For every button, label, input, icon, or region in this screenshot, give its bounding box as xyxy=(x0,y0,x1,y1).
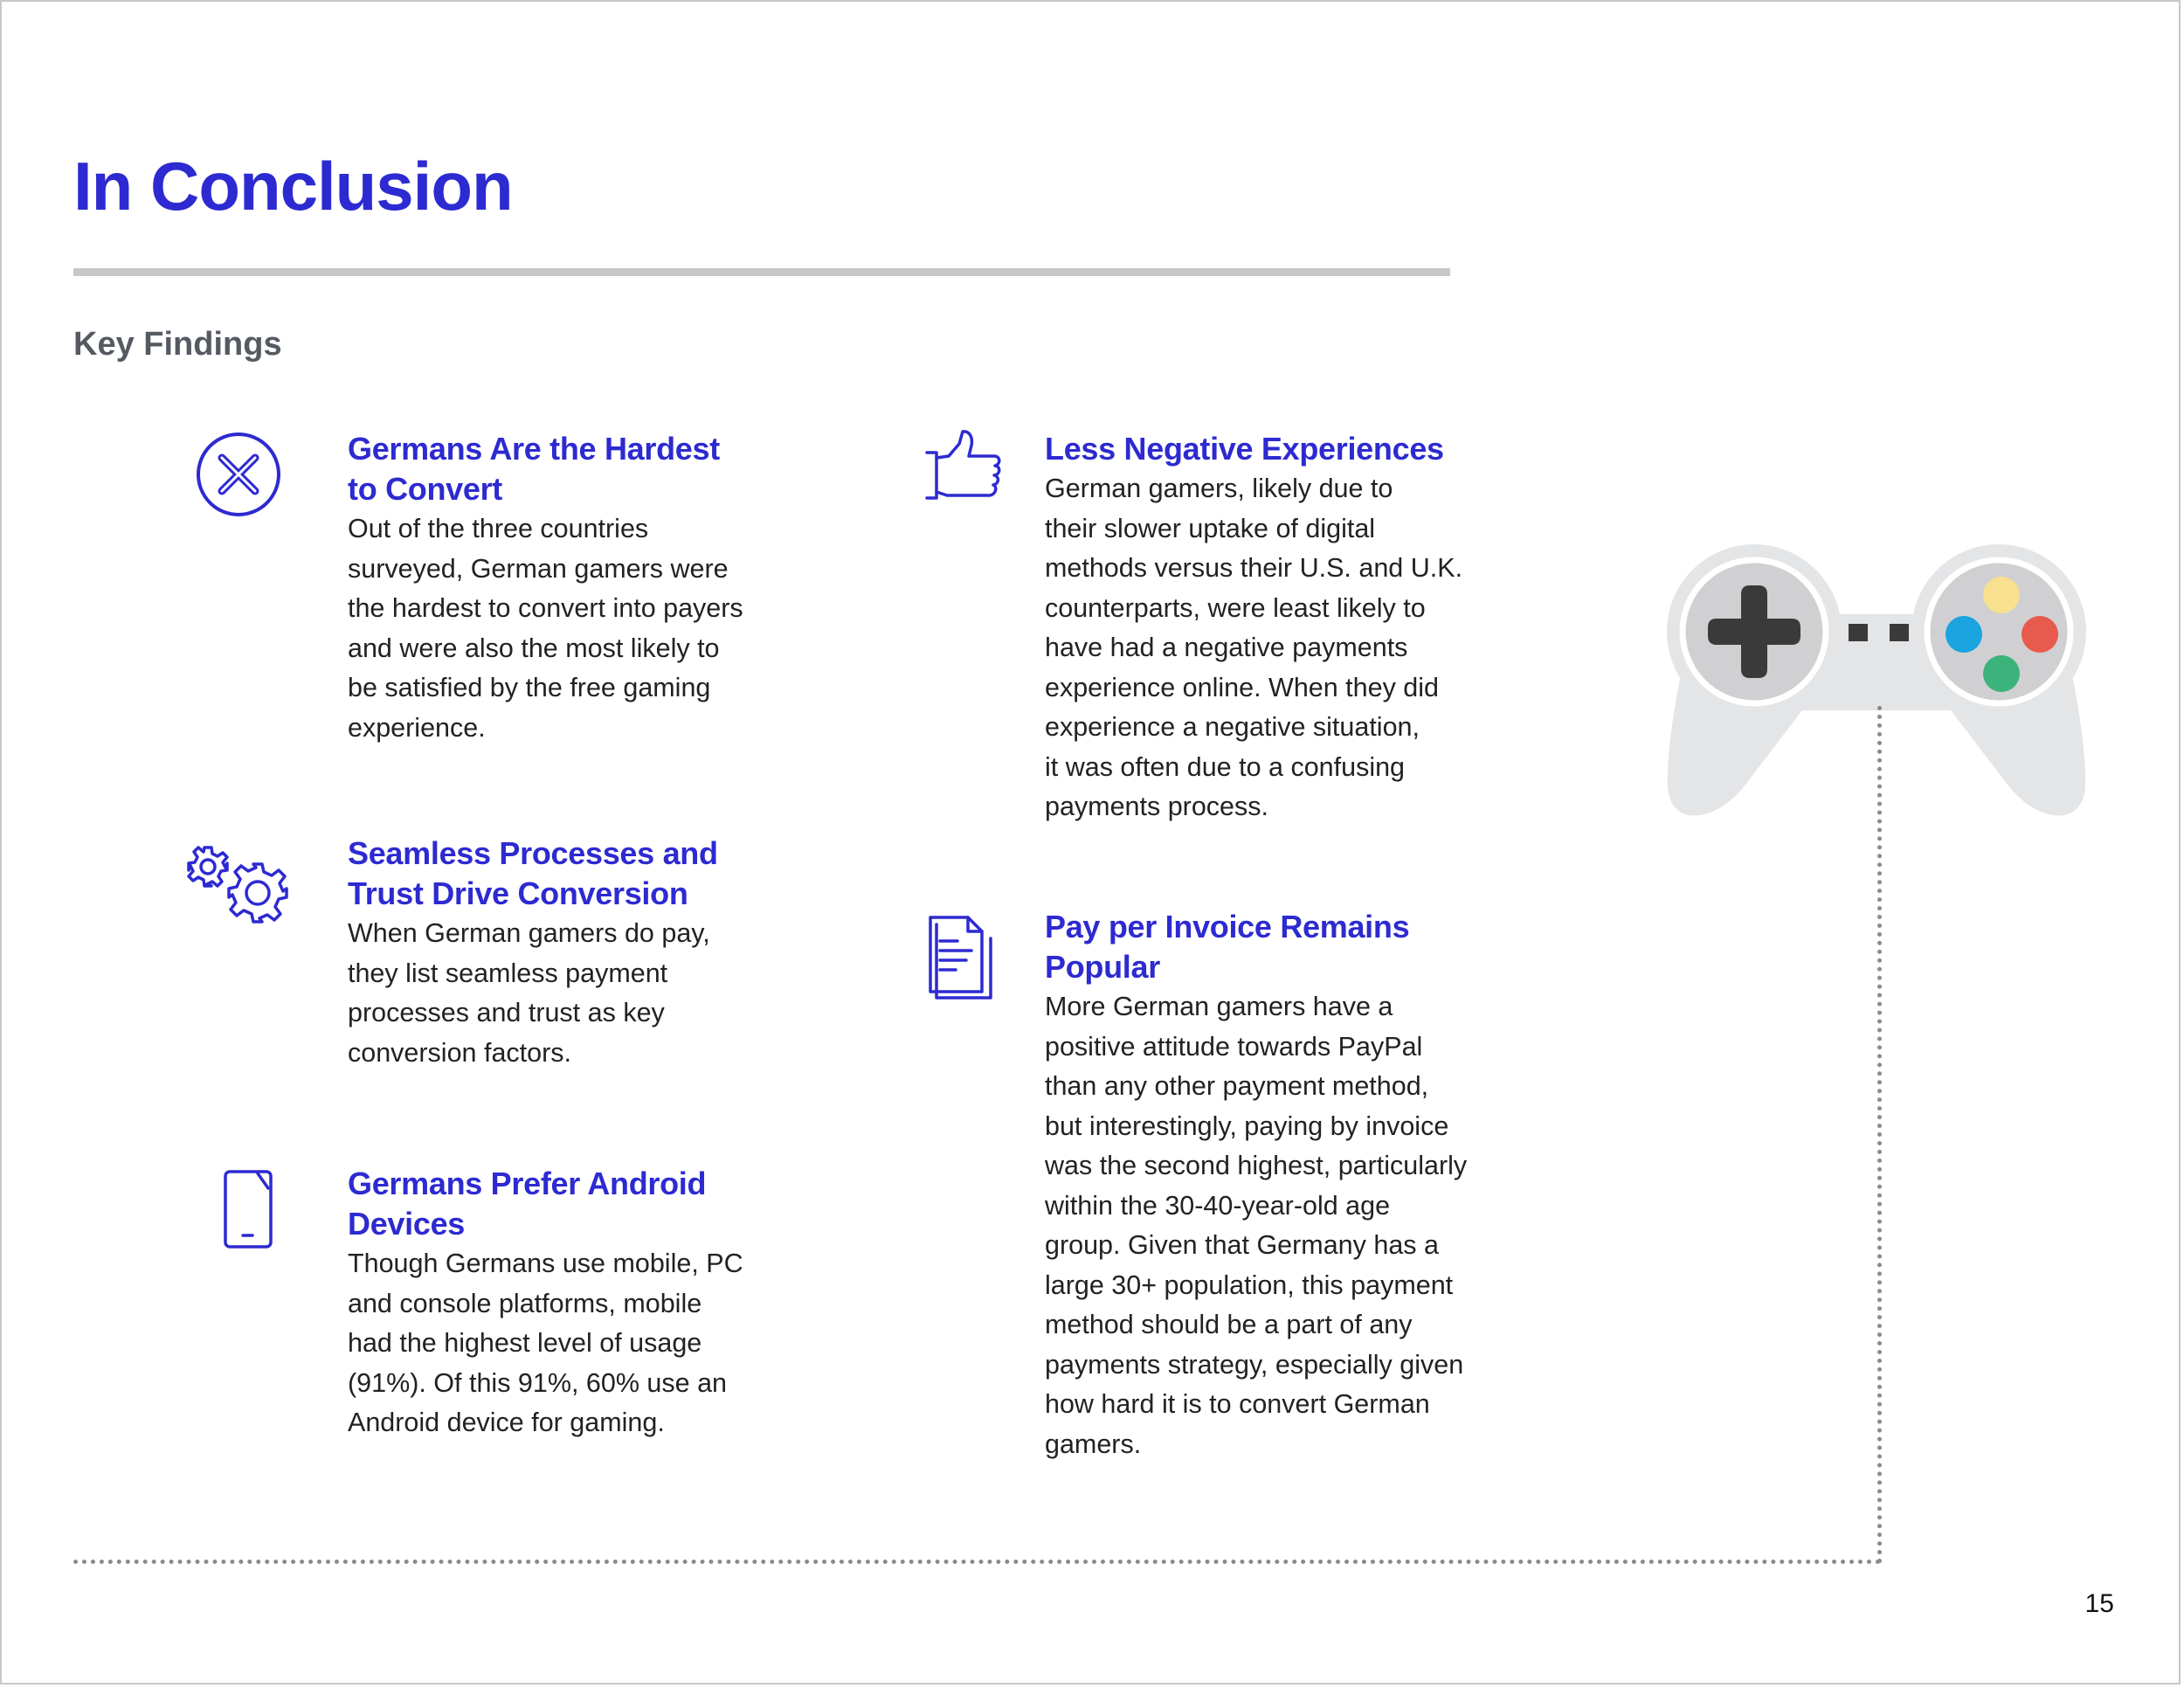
finding-body: German gamers, likely due to their slower uptake of digital methods versus their U.S. and U.K. counterparts, were least likely to have had a negative payments experience online. When they did experience a negative situation, it was often due to a confusing payments process. xyxy=(1045,474,1463,821)
finding-body: When German gamers do pay, they list seamless payment processes and trust as key conversion factors. xyxy=(348,918,710,1068)
mobile-phone-icon xyxy=(223,1169,275,1252)
page-title: In Conclusion xyxy=(73,148,513,225)
game-controller-icon xyxy=(1649,540,2104,820)
finding-pay-per-invoice xyxy=(1045,907,1918,1464)
finding-title: Germans Prefer Android Devices xyxy=(348,1166,707,1242)
section-subtitle: Key Findings xyxy=(73,326,282,363)
finding-body: Out of the three countries surveyed, German gamers were the hardest to convert into payers and were also the most likely to be satisfied by the free gaming experience. xyxy=(348,514,743,743)
dotted-connector-vertical xyxy=(1877,706,1882,1564)
finding-title: Seamless Processes and Trust Drive Conversion xyxy=(348,835,718,911)
dotted-connector-horizontal xyxy=(73,1560,1882,1564)
finding-body: More German gamers have a positive attitude towards PayPal than any other payment method, but interestingly, paying by invoice was the second highest, particularly within the 30-40-year-old age group. Given that Germany has a large 30+ population, this payment method should be a part of any payments strategy, especially given how hard it is to convert German gamers. xyxy=(1045,992,1468,1459)
gears-icon xyxy=(183,841,293,928)
x-circle-icon xyxy=(195,431,282,518)
finding-title: Less Negative Experiences xyxy=(1045,431,1444,467)
page-number: 15 xyxy=(2084,1589,2114,1618)
title-divider xyxy=(73,268,1450,276)
finding-body: Though Germans use mobile, PC and console platforms, mobile had the highest level of usage (91%). Of this 91%, 60% use an Android device for gaming. xyxy=(348,1249,743,1437)
finding-title: Pay per Invoice Remains Popular xyxy=(1045,909,1410,985)
finding-title: Germans Are the Hardest to Convert xyxy=(348,431,720,507)
